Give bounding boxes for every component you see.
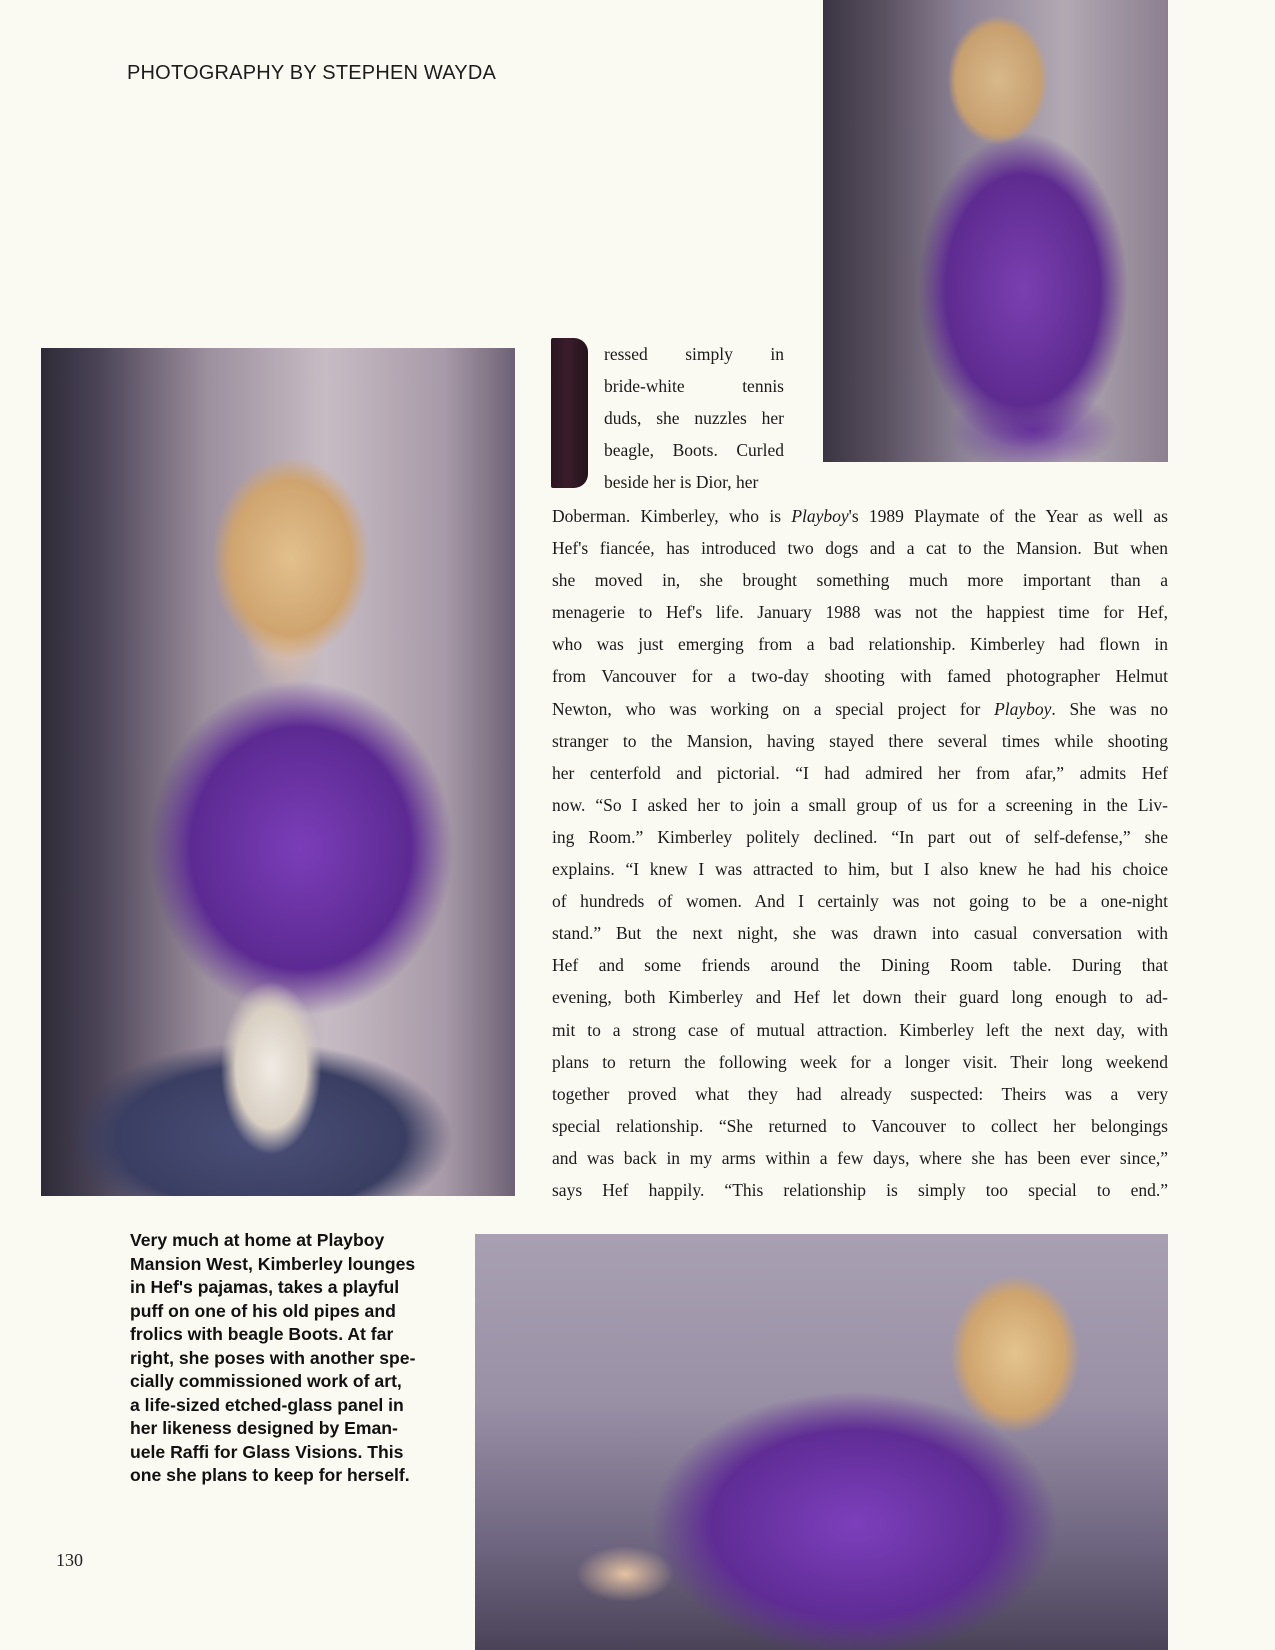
lead-line: beagle, Boots. Curled bbox=[604, 440, 784, 460]
drop-cap bbox=[551, 338, 588, 488]
body-line: of hundreds of women. And I certainly was not going to be a one-night bbox=[552, 891, 1168, 912]
caption-line: frolics with beagle Boots. At far bbox=[130, 1324, 394, 1344]
body-line: Doberman. Kimberley, who is Playboy's 1989 Playmate of the Year as well as bbox=[552, 506, 1168, 526]
body-line: Hef's fiancée, has introduced two dogs and a cat to the Mansion. But when bbox=[552, 538, 1168, 559]
caption-line: one she plans to keep for herself. bbox=[130, 1465, 410, 1485]
caption-line: Very much at home at Playboy bbox=[130, 1230, 385, 1250]
lead-line: beside her is Dior, her bbox=[604, 472, 759, 492]
body-line: together proved what they had already suspected: Theirs was a very bbox=[552, 1083, 1168, 1104]
body-line: explains. “I knew I was attracted to him, but I also knew he had his choice bbox=[552, 859, 1168, 880]
body-line: mit to a strong case of mutual attraction. Kimberley left the next day, with bbox=[552, 1019, 1168, 1040]
caption-line: Mansion West, Kimberley lounges bbox=[130, 1253, 416, 1274]
caption-line: a life-sized etched-glass panel in bbox=[130, 1394, 404, 1415]
article-lead bbox=[604, 338, 784, 498]
caption-line: cially commissioned work of art, bbox=[130, 1371, 402, 1391]
photo-woman-with-beagle bbox=[41, 348, 515, 1196]
body-line: from Vancouver for a two-day shooting with famed photographer Helmut bbox=[552, 666, 1168, 687]
body-line: ing Room.” Kimberley politely declined. “In part out of self-defense,” she bbox=[552, 826, 1168, 847]
body-line: special relationship. “She returned to Vancouver to collect her belongings bbox=[552, 1115, 1168, 1136]
caption-line: puff on one of his old pipes and bbox=[130, 1300, 396, 1321]
caption-line: uele Raffi for Glass Visions. This bbox=[130, 1441, 404, 1462]
caption-line: in Hef's pajamas, takes a playful bbox=[130, 1277, 400, 1297]
caption-line: her likeness designed by Eman- bbox=[130, 1418, 398, 1438]
body-line: she moved in, she brought something much more important than a bbox=[552, 570, 1168, 591]
body-line: stand.” But the next night, she was drawn into casual conversation with bbox=[552, 923, 1168, 944]
photo-woman-reclining bbox=[475, 1234, 1168, 1650]
lead-line: bride-white tennis bbox=[604, 376, 784, 396]
photo-woman-with-pipe bbox=[823, 0, 1168, 462]
body-line: menagerie to Hef's life. January 1988 was not the happiest time for Hef, bbox=[552, 602, 1168, 623]
body-line: Newton, who was working on a special project for Playboy. She was no bbox=[552, 698, 1168, 719]
body-line: her centerfold and pictorial. “I had admired her from afar,” admits Hef bbox=[552, 762, 1168, 783]
body-line: stranger to the Mansion, having stayed there several times while shooting bbox=[552, 730, 1168, 751]
drop-cap-letter bbox=[551, 338, 588, 488]
photo-caption bbox=[130, 1229, 440, 1488]
body-line: evening, both Kimberley and Hef let down their guard long enough to ad- bbox=[552, 987, 1168, 1008]
photo-credit: PHOTOGRAPHY BY STEPHEN WAYDA bbox=[127, 62, 497, 84]
body-line: Hef and some friends around the Dining Room table. During that bbox=[552, 955, 1168, 976]
body-line: who was just emerging from a bad relationship. Kimberley had flown in bbox=[552, 634, 1168, 655]
caption-line: right, she poses with another spe- bbox=[130, 1347, 416, 1368]
body-line: now. “So I asked her to join a small group of us for a screening in the Liv- bbox=[552, 794, 1168, 815]
lead-line: duds, she nuzzles her bbox=[604, 408, 784, 428]
body-line: plans to return the following week for a longer visit. Their long weekend bbox=[552, 1051, 1168, 1072]
lead-line: ressed simply in bbox=[604, 344, 784, 364]
article-body bbox=[552, 500, 1168, 1206]
page-number: 130 bbox=[56, 1550, 83, 1570]
body-line: says Hef happily. “This relationship is simply too special to end.” bbox=[552, 1179, 1168, 1200]
body-line: and was back in my arms within a few days, where she has been ever since,” bbox=[552, 1147, 1168, 1168]
